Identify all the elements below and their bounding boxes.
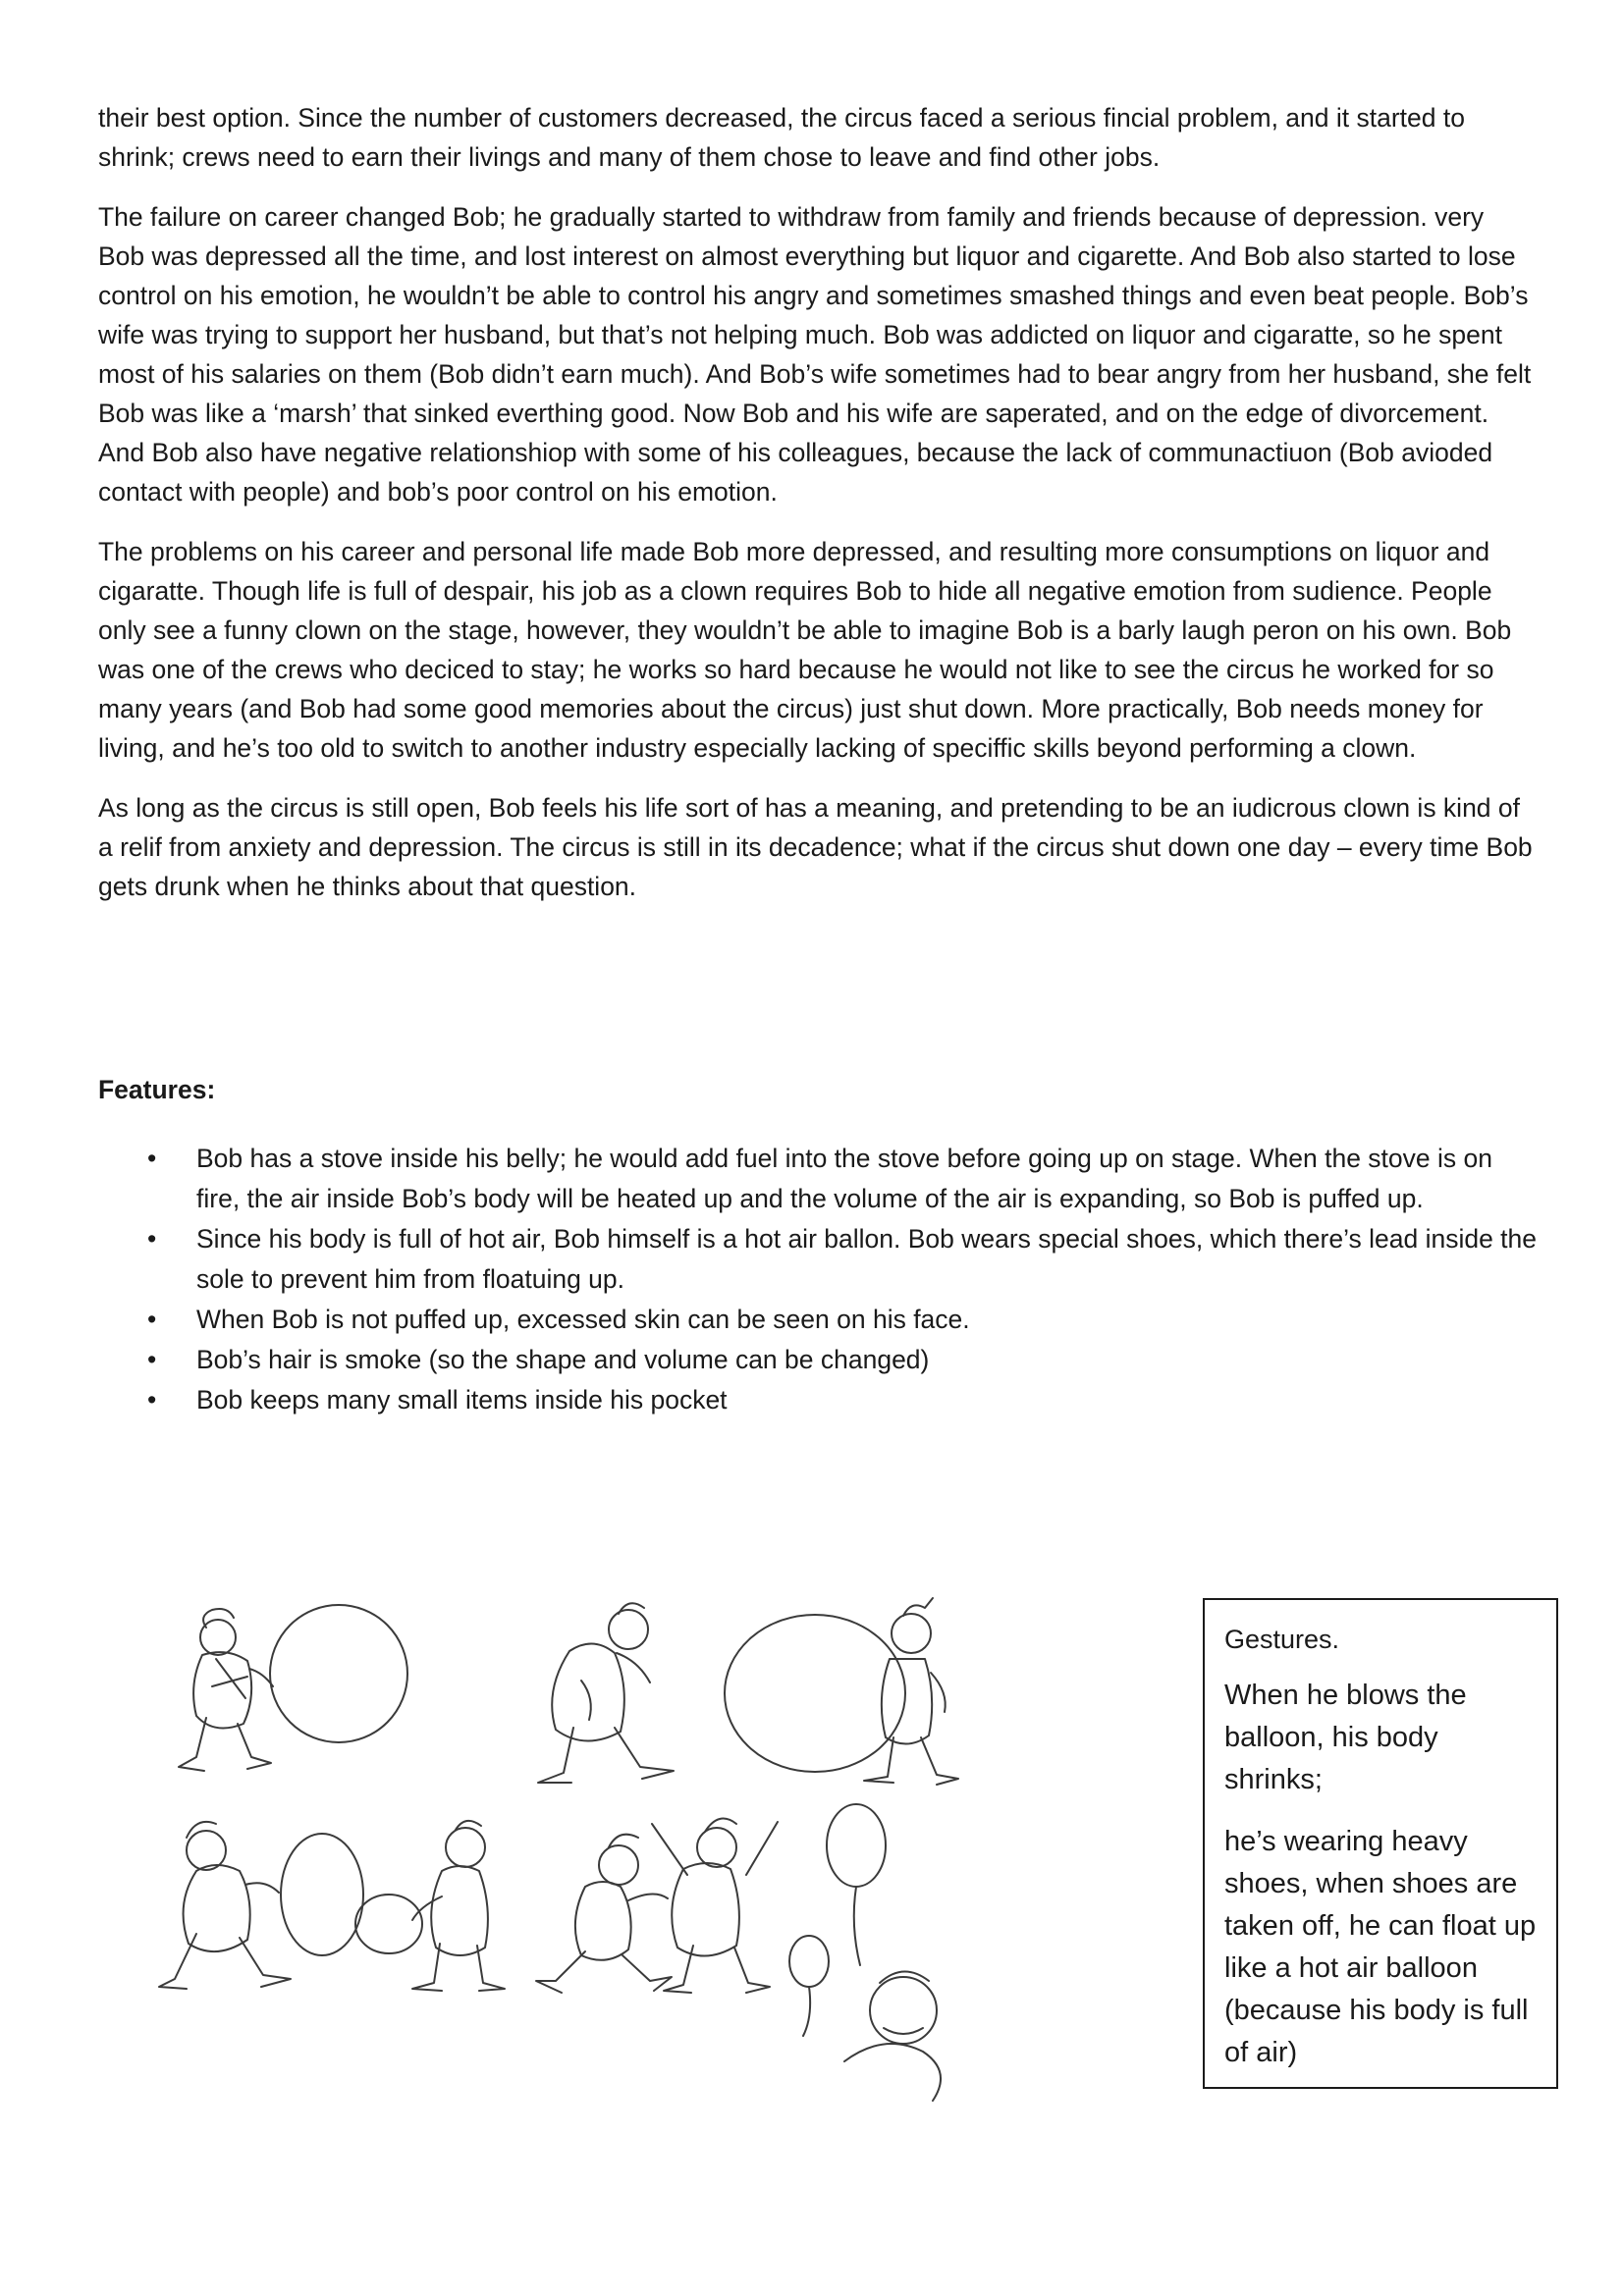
bullet-icon: • [147, 1305, 157, 1334]
sketch-clown-arms-raised [652, 1819, 778, 1993]
feature-text: Bob keeps many small items inside his pocket [196, 1385, 728, 1415]
paragraph: The problems on his career and personal life made Bob more depressed, and resulting more consumptions on liquor and cigaratte. Though life is full of despair, his job as a clown requires Bob to hide all negative emotion from sudience. People only see a funny clown on the stage, however, they wouldn’t be able to imagine Bob is a barly laugh peron on his own. Bob was one of the crews who deciced to stay; he works so hard because he would not like to see the circus he worked for so many years (and Bob had some good memories about the circus) just shut down. More practically, Bob needs money for living, and he’s too old to switch to another industry especially lacking of speciffic skills beyond performing a clown. [98, 537, 1512, 763]
feature-text: Bob’s hair is smoke (so the shape and volume can be changed) [196, 1345, 930, 1374]
sketch-clown-bending [538, 1603, 674, 1783]
sketch-clown-running [536, 1835, 672, 1993]
feature-text: When Bob is not puffed up, excessed skin can be seen on his face. [196, 1305, 970, 1334]
clown-gesture-sketches [157, 1590, 1139, 2120]
bullet-icon: • [147, 1224, 157, 1254]
note-paragraph: he’s wearing heavy shoes, when shoes are taken off, he can float up like a hot air balloon (because his body is full of air) [1224, 1826, 1537, 2068]
sketch-clown-holding-balloon [355, 1821, 505, 1991]
paragraph: As long as the circus is still open, Bob feels his life sort of has a meaning, and pretending to be an iudicrous clown is kind of a relif from anxiety and depression. The circus is still in its decadence; what if the circus shut down one day – every time Bob gets drunk when he thinks about that question. [98, 793, 1533, 901]
note-paragraph: When he blows the balloon, his body shrinks; [1224, 1680, 1467, 1795]
sketch-clown-floating [789, 1804, 941, 2101]
bullet-icon: • [147, 1345, 157, 1374]
note-title: Gestures. [1224, 1625, 1340, 1654]
feature-item [98, 1300, 1537, 1340]
feature-item [98, 1380, 1537, 1420]
feature-item [98, 1340, 1537, 1380]
feature-item [98, 1219, 1537, 1300]
bullet-icon: • [147, 1144, 157, 1173]
gestures-note-box [1203, 1598, 1558, 2089]
paragraph: The failure on career changed Bob; he gradually started to withdraw from family and friends because of depression. very Bob was depressed all the time, and lost interest on almost everything but liquor and cigarette. And Bob also started to lose control on his emotion, he wouldn’t be able to control his angry and sometimes smashed things and even beat people. Bob’s wife was trying to support her husband, but that’s not helping much. Bob was addicted on liquor and cigaratte, so he spent most of his salaries on them (Bob didn’t earn much). And Bob’s wife sometimes had to bear angry from her husband, she felt Bob was like a ‘marsh’ that sinked everthing good. Now Bob and his wife are saperated, and on the edge of divorcement. And Bob also have negative relationshiop with some of his colleagues, because the lack of communactiuon (Bob avioded contact with people) and bob’s poor control on his emotion. [98, 202, 1532, 507]
sketch-clown-walking [159, 1822, 363, 1989]
feature-text: Since his body is full of hot air, Bob himself is a hot air ballon. Bob wears special shoes, which there’s lead inside the sole to prevent him from floatuing up. [196, 1224, 1538, 1294]
feature-item [98, 1139, 1537, 1219]
body-text [98, 98, 1537, 927]
sketch-clown-pushing-balloon [179, 1605, 407, 1771]
features-heading: Features: [98, 1075, 216, 1104]
paragraph: their best option. Since the number of customers decreased, the circus faced a serious fincial problem, and it started to shrink; crews need to earn their livings and many of them chose to leave and find other jobs. [98, 103, 1465, 172]
sketch-clown-inflated [725, 1598, 958, 1785]
bullet-icon: • [147, 1385, 157, 1415]
features-list [98, 1139, 1537, 1420]
feature-text: Bob has a stove inside his belly; he would add fuel into the stove before going up on stage. When the stove is on fire, the air inside Bob’s body will be heated up and the volume of the air is expanding, so Bob is puffed up. [196, 1144, 1492, 1213]
